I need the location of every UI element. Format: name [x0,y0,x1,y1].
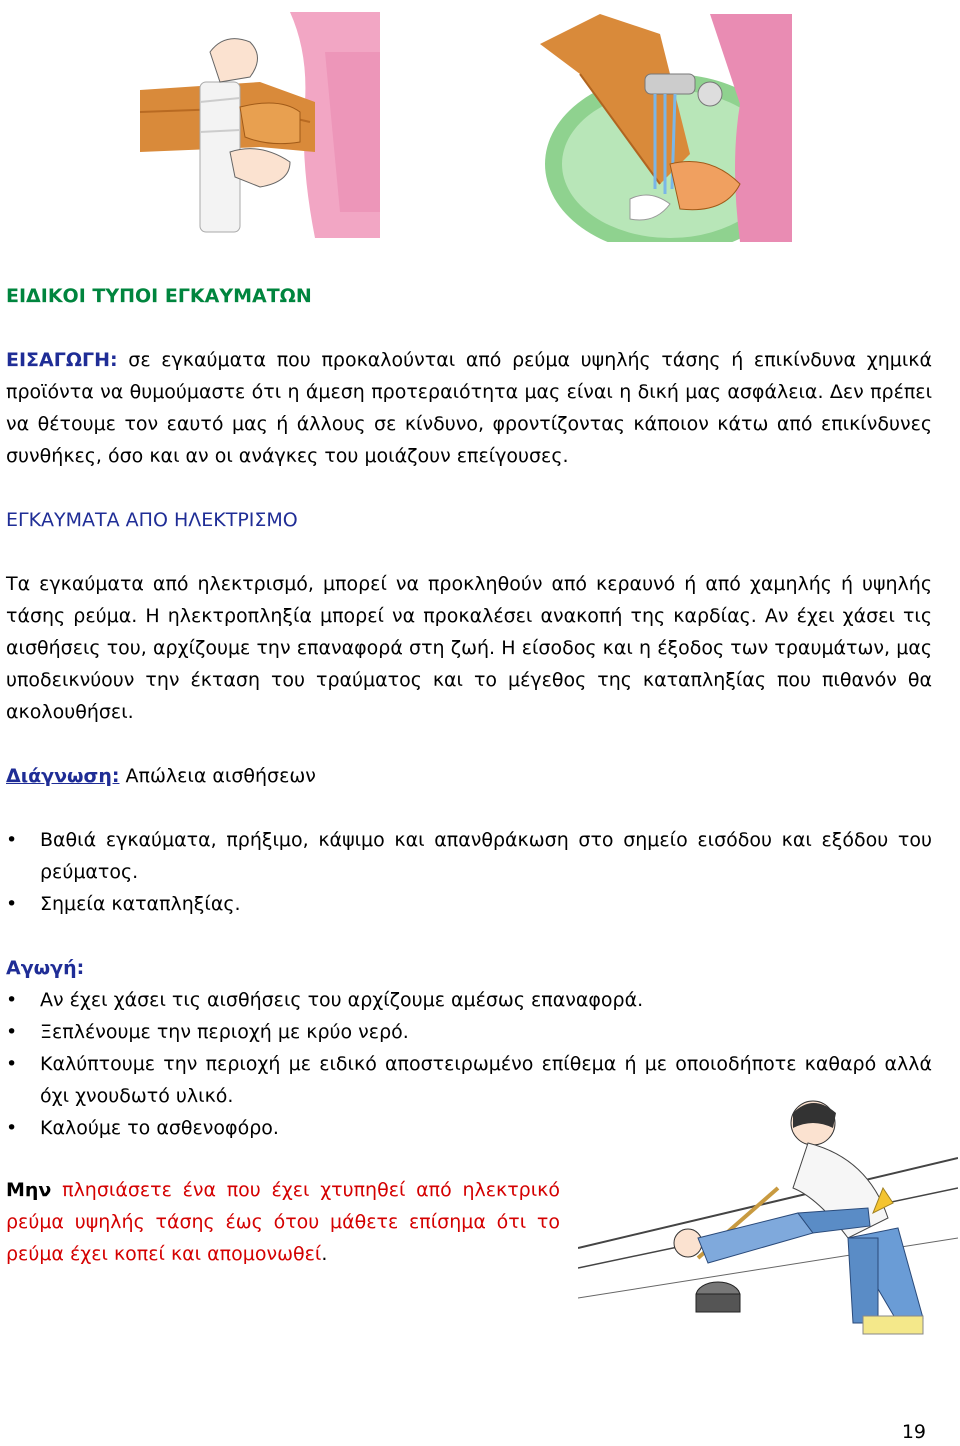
treatment-line [6,952,932,984]
electric-burns-heading-text: ΕΓΚΑΥΜΑΤΑ ΑΠΟ ΗΛΕΚΤΡΙΣΜΟ [6,509,298,531]
warning-bold: Μην [6,1179,52,1201]
diagnosis-label: Διάγνωση: [6,765,120,787]
intro-text: σε εγκαύματα που προκαλούνται από ρεύμα υψηλής τάσης ή επικίνδυνα χημικά προϊόντα να θυμούμαστε ότι η άμεση προτεραιότητα μας είναι η δική μας ασφάλεια. Δεν πρέπει να θέτουμε τον εαυτό μας ή άλλους σε κίνδυνο, φροντίζοντας κάποιον κάτω από επικίνδυνες συνθήκες, όσο και αν οι ανάγκες του μοιάζουν επείγουσες. [6,349,932,467]
bandaging-arm-illustration [140,12,380,238]
special-burn-types-heading: ΕΙΔΙΚΟΙ ΤΥΠΟΙ ΕΓΚΑΥΜΑΤΩΝ [6,285,312,307]
warning-end: . [321,1243,328,1265]
diagnosis-line [6,760,932,792]
list-item: • Καλύπτουμε την περιοχή με ειδικό αποστειρωμένο επίθεμα ή με οποιοδήποτε καθαρό αλλά όχι χνουδωτό υλικό. [6,1048,932,1112]
list-item: • Βαθιά εγκαύματα, πρήξιμο, κάψιμο και απανθράκωση στο σημείο εισόδου και εξόδου του ρεύματος. [6,824,932,888]
bullet-icon: • [6,989,18,1011]
rinsing-arm-under-tap-illustration [540,14,792,242]
list-item: • Καλούμε το ασθενοφόρο. [6,1112,932,1144]
section-heading [6,280,932,312]
list-item: • Ξεπλένουμε την περιοχή με κρύο νερό. [6,1016,932,1048]
diagnosis-text: Απώλεια αισθήσεων [119,765,316,787]
page-number: 19 [901,1421,926,1443]
electric-burns-heading [6,504,932,536]
bullet-icon: • [6,893,18,915]
diagnosis-list [6,824,932,920]
warning-paragraph [6,1174,560,1270]
intro-paragraph [6,344,932,472]
treatment-label: Αγωγή: [6,957,85,979]
bullet-icon: • [6,829,18,851]
bullet-icon: • [6,1021,18,1043]
treatment-list [6,984,932,1144]
bullet-icon: • [6,1117,18,1139]
bullet-icon: • [6,1053,18,1075]
warning-text: πλησιάσετε ένα που έχει χτυπηθεί από ηλεκτρικό ρεύμα υψηλής τάσης έως ότου μάθετε επίσημα ότι το ρεύμα έχει κοπεί και απομονωθεί [6,1179,560,1265]
electric-burns-paragraph [6,568,932,728]
list-item: • Αν έχει χάσει τις αισθήσεις του αρχίζουμε αμέσως επαναφορά. [6,984,932,1016]
electric-burns-text: Τα εγκαύματα από ηλεκτρισμό, μπορεί να προκληθούν από κεραυνό ή από χαμηλής ή υψηλής τάσης ρεύμα. Η ηλεκτροπληξία μπορεί να προκαλέσει ανακοπή της καρδίας. Αν έχει χάσει τις αισθήσεις του, αρχίζουμε την επαναφορά στη ζωή. Η είσοδος και η έξοδος των τραυμάτων, μας υποδεικνύουν την έκταση του τραύματος και το μέγεθος της καταπληξίας που πιθανόν θα ακολουθήσει. [6,573,932,723]
intro-label: ΕΙΣΑΓΩΓΗ: [6,349,118,371]
list-item: • Σημεία καταπληξίας. [6,888,932,920]
